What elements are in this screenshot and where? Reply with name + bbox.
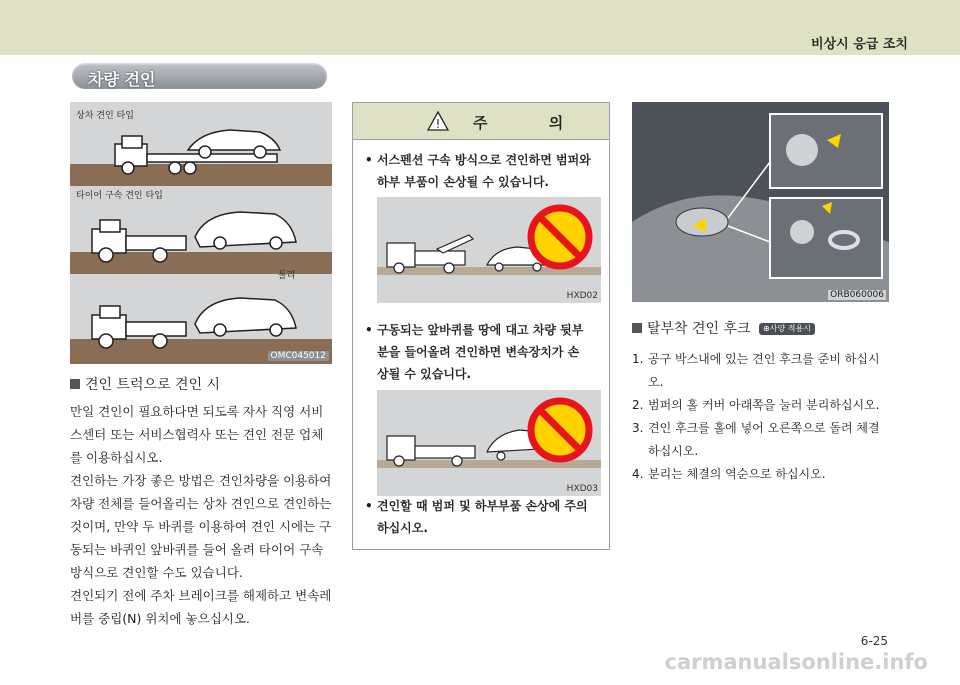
svg-text:!: ! bbox=[435, 117, 441, 131]
page-title: 차량 견인 bbox=[88, 70, 156, 89]
warning-triangle-icon bbox=[427, 111, 449, 131]
caution-bullet-2: • 구동되는 앞바퀴를 땅에 대고 차량 뒷부 분을 들어올려 견인하면 변속장치가 손 상될 수 있습니다. bbox=[365, 323, 584, 381]
caution-bullet-3: • 견인할 때 범퍼 및 하부부품 손상에 주의 하십시오. bbox=[365, 499, 588, 535]
title-pill bbox=[72, 63, 327, 89]
caution-image-1 bbox=[377, 197, 601, 303]
page-number: 6-25 bbox=[860, 634, 888, 648]
label-wheel-lift: 타이어 구속 견인 타입 bbox=[76, 191, 163, 201]
step-item: 3. 견인 후크를 홀에 넣어 오른쪽으로 돌려 체결 하십시오. bbox=[632, 421, 880, 458]
square-bullet-icon bbox=[632, 323, 642, 333]
caution-bullet-1: • 서스펜션 구속 방식으로 견인하면 범퍼와 하부 부품이 손상될 수 있습니다. bbox=[365, 153, 591, 189]
towing-types-illustration bbox=[70, 102, 332, 364]
photo-code: ORB060006 bbox=[830, 290, 884, 300]
step-item: 2. 범퍼의 홀 커버 아래쪽을 눌러 분리하십시오. bbox=[632, 398, 880, 412]
suspension-towing-illustration bbox=[377, 197, 601, 303]
towing-types-figure bbox=[70, 102, 332, 364]
image-2-code: HXD03 bbox=[566, 484, 598, 494]
header-band bbox=[0, 0, 960, 55]
hook-steps bbox=[632, 348, 894, 486]
caution-title: 주 의 bbox=[473, 114, 592, 132]
option-badge: ⊕사양 적용시 bbox=[759, 323, 815, 335]
tow-truck-paragraph: 만일 견인이 필요하다면 되도록 자사 직영 서비 스센터 또는 서비스협력사 또는 견인 전문 업체 를 이용하십시오. 견인하는 가장 좋은 방법은 견인차량을 이용하여 차량 전체를 들어올리는 상차 견인으로 견인하는 것이며, 만약 두 바퀴를 이용하여 견인 시에는 구 동되는 바퀴인 앞바퀴를 들어 올려 타이어 구속 방식으로 견인할 수도 있습니다. 견인되기 전에 주차 브레이크를 해제하고 변속레 버를 중립(N) 위치에 놓으십시오. bbox=[70, 404, 332, 626]
step-item: 1. 공구 박스내에 있는 견인 후크를 준비 하십시오. bbox=[632, 352, 880, 389]
step-item: 4. 분리는 체결의 역순으로 하십시오. bbox=[632, 467, 826, 481]
watermark: carmanualsonline.info bbox=[664, 650, 928, 674]
section-title: 비상시 응급 조치 bbox=[811, 37, 908, 52]
label-flatbed: 상차 견인 타입 bbox=[76, 111, 134, 121]
caution-image-2 bbox=[377, 390, 601, 496]
square-bullet-icon bbox=[70, 379, 80, 389]
rear-lift-towing-illustration bbox=[377, 390, 601, 496]
tow-truck-heading: 견인 트럭으로 견인 시 bbox=[70, 374, 220, 394]
figure-code: OMC045012 bbox=[268, 351, 330, 361]
bumper-hook-illustration bbox=[632, 102, 889, 302]
magnify-icon: ⊕ bbox=[763, 324, 770, 333]
label-dolly: 돌리 bbox=[278, 271, 296, 281]
caution-header bbox=[353, 103, 609, 140]
caution-box bbox=[352, 102, 610, 550]
image-1-code: HXD02 bbox=[566, 291, 598, 301]
tow-hook-photo bbox=[632, 102, 889, 302]
hook-heading: 탈부착 견인 후크 ⊕사양 적용시 bbox=[632, 318, 815, 338]
